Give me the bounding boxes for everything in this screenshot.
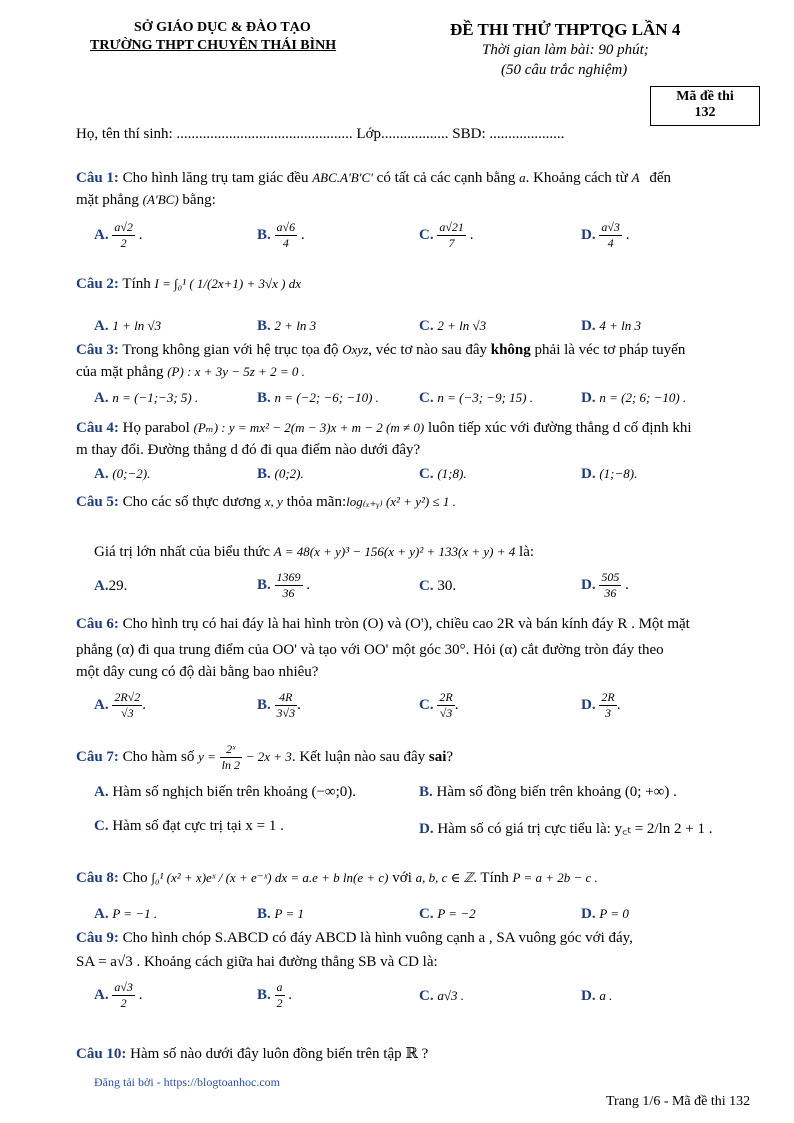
answer-1a: A. $\frac{a√2}{2}$ .: [94, 220, 143, 250]
answer-4b: B. (0;2).: [257, 466, 304, 482]
question-1: Câu 1: Cho hình lăng trụ tam giác đều ABC.A'B'C' có tất cả các cạnh bằng a. Khoảng cách từ A đến: [76, 170, 671, 186]
answer-1c: C. $\frac{a√21}{7}$ .: [419, 220, 474, 250]
answer-9c: C. a√3 .: [419, 988, 464, 1004]
question-4-line2: m thay đổi. Đường thẳng d đó đi qua điểm nào dưới đây?: [76, 442, 421, 458]
question-6-line2: phẳng (α) đi qua trung điểm của OO' và tạo với OO' một góc 30°. Hỏi (α) cắt đường tròn đáy theo: [76, 642, 664, 658]
question-count: (50 câu trắc nghiệm): [501, 62, 628, 78]
question-5-line2: Giá trị lớn nhất của biểu thức A = 48(x + y)³ − 156(x + y)² + 133(x + y) + 4 là:: [94, 544, 535, 560]
exam-time: Thời gian làm bài: 90 phút;: [482, 42, 649, 58]
answer-4d: D. (1;−8).: [581, 466, 638, 482]
question-3-line2: của mặt phẳng (P) : x + 3y − 5z + 2 = 0 .: [76, 364, 305, 380]
question-label: Câu 1:: [76, 170, 119, 186]
question-8: Câu 8: Cho ∫₀¹ (x² + x)eˣ / (x + e⁻ˣ) dx = a.e + b ln(e + c) với a, b, c ∈ ℤ. Tính P = a + 2b − c .: [76, 870, 598, 886]
answer-2a: A. 1 + ln √3: [94, 318, 162, 334]
answer-7b: B. Hàm số đồng biến trên khoảng (0; +∞) .: [419, 784, 677, 800]
question-3: Câu 3: Trong không gian với hệ trục tọa độ Oxyz, véc tơ nào sau đây không phải là véc tơ pháp tuyến: [76, 342, 686, 358]
footer-link[interactable]: Đăng tải bởi - https://blogtoanhoc.com: [94, 1075, 280, 1089]
answer-9a: A. $\frac{a√3}{2}$ .: [94, 980, 143, 1010]
answer-5c: C. 30.: [419, 578, 457, 594]
page-number: Trang 1/6 - Mã đề thi 132: [606, 1094, 751, 1109]
exam-code-value: 132: [694, 105, 716, 120]
exam-title: ĐỀ THI THỬ THPTQG LẦN 4: [450, 20, 681, 39]
answer-3a: A. n = (−1;−3; 5) .: [94, 390, 199, 406]
answer-3c: C. n = (−3; −9; 15) .: [419, 390, 533, 406]
answer-7d: D. Hàm số có giá trị cực tiểu là: y꜀ₜ = 2/ln 2 + 1 .: [419, 821, 713, 837]
answer-8a: A. P = −1 .: [94, 906, 158, 922]
question-2: Câu 2: Tính I = ∫₀¹ ( 1/(2x+1) + 3√x ) dx: [76, 276, 301, 292]
answer-9b: B. $\frac{a}{2}$ .: [257, 980, 293, 1010]
answer-6b: B. $\frac{4R}{3√3}$ .: [257, 690, 301, 720]
answer-7c: C. Hàm số đạt cực trị tại x = 1 .: [94, 818, 284, 834]
department-name: SỞ GIÁO DỤC & ĐÀO TẠO: [134, 20, 311, 35]
answer-3b: B. n = (−2; −6; −10) .: [257, 390, 379, 406]
question-9: Câu 9: Cho hình chóp S.ABCD có đáy ABCD là hình vuông cạnh a , SA vuông góc với đáy,: [76, 930, 633, 946]
answer-6a: A. $\frac{2R√2}{√3}$ .: [94, 690, 147, 720]
question-10: Câu 10: Hàm số nào dưới đây luôn đồng biến trên tập ℝ ?: [76, 1046, 429, 1062]
answer-8b: B. P = 1: [257, 906, 304, 922]
answer-2d: D. 4 + ln 3: [581, 318, 641, 334]
answer-6c: C. $\frac{2R}{√3}$ .: [419, 690, 459, 720]
question-5: Câu 5: Cho các số thực dương x, y thỏa mãn:log₍ₓ₊ᵧ₎ (x² + y²) ≤ 1 .: [76, 494, 456, 510]
student-info-line: Họ, tên thí sinh: ............................................... Lớp.................. SBD: ....................: [76, 126, 565, 142]
answer-2b: B. 2 + ln 3: [257, 318, 317, 334]
exam-code-label: Mã đề thi: [676, 89, 734, 104]
question-7: Câu 7: Cho hàm số y = $\frac{\text{2ˣ}}{\ln 2}$ − 2x + 3. Kết luận nào sau đây sai?: [76, 742, 454, 772]
answer-4c: C. (1;8).: [419, 466, 467, 482]
answer-7a: A. Hàm số nghịch biến trên khoảng (−∞;0).: [94, 784, 357, 800]
answer-6d: D. $\frac{2R}{3}$ .: [581, 690, 621, 720]
answer-9d: D. a .: [581, 988, 613, 1004]
question-6-line3: một dây cung có độ dài bằng bao nhiêu?: [76, 664, 319, 680]
school-name: TRƯỜNG THPT CHUYÊN THÁI BÌNH: [90, 38, 337, 53]
answer-8c: C. P = −2: [419, 906, 476, 922]
question-1-line2: mặt phẳng (A'BC) bằng:: [76, 192, 216, 208]
question-4: Câu 4: Họ parabol (Pₘ) : y = mx² − 2(m − 3)x + m − 2 (m ≠ 0) luôn tiếp xúc với đường thẳng d cố định khi: [76, 420, 692, 436]
answer-2c: C. 2 + ln √3: [419, 318, 487, 334]
answer-3d: D. n = (2; 6; −10) .: [581, 390, 687, 406]
answer-5b: B. $\frac{1369}{36}$ .: [257, 570, 311, 600]
answer-1b: B. $\frac{a√6}{4}$ .: [257, 220, 305, 250]
answer-5a: A.29.: [94, 578, 128, 594]
question-6: Câu 6: Cho hình trụ có hai đáy là hai hình tròn (O) và (O'), chiều cao 2R và bán kính đáy R . Một mặt: [76, 616, 690, 632]
answer-8d: D. P = 0: [581, 906, 629, 922]
answer-1d: D. $\frac{a√3}{4}$ .: [581, 220, 630, 250]
answer-4a: A. (0;−2).: [94, 466, 151, 482]
question-9-line2: SA = a√3 . Khoảng cách giữa hai đường thẳng SB và CD là:: [76, 954, 438, 970]
exam-code-box: [650, 86, 760, 126]
answer-5d: D. $\frac{505}{36}$ .: [581, 570, 629, 600]
